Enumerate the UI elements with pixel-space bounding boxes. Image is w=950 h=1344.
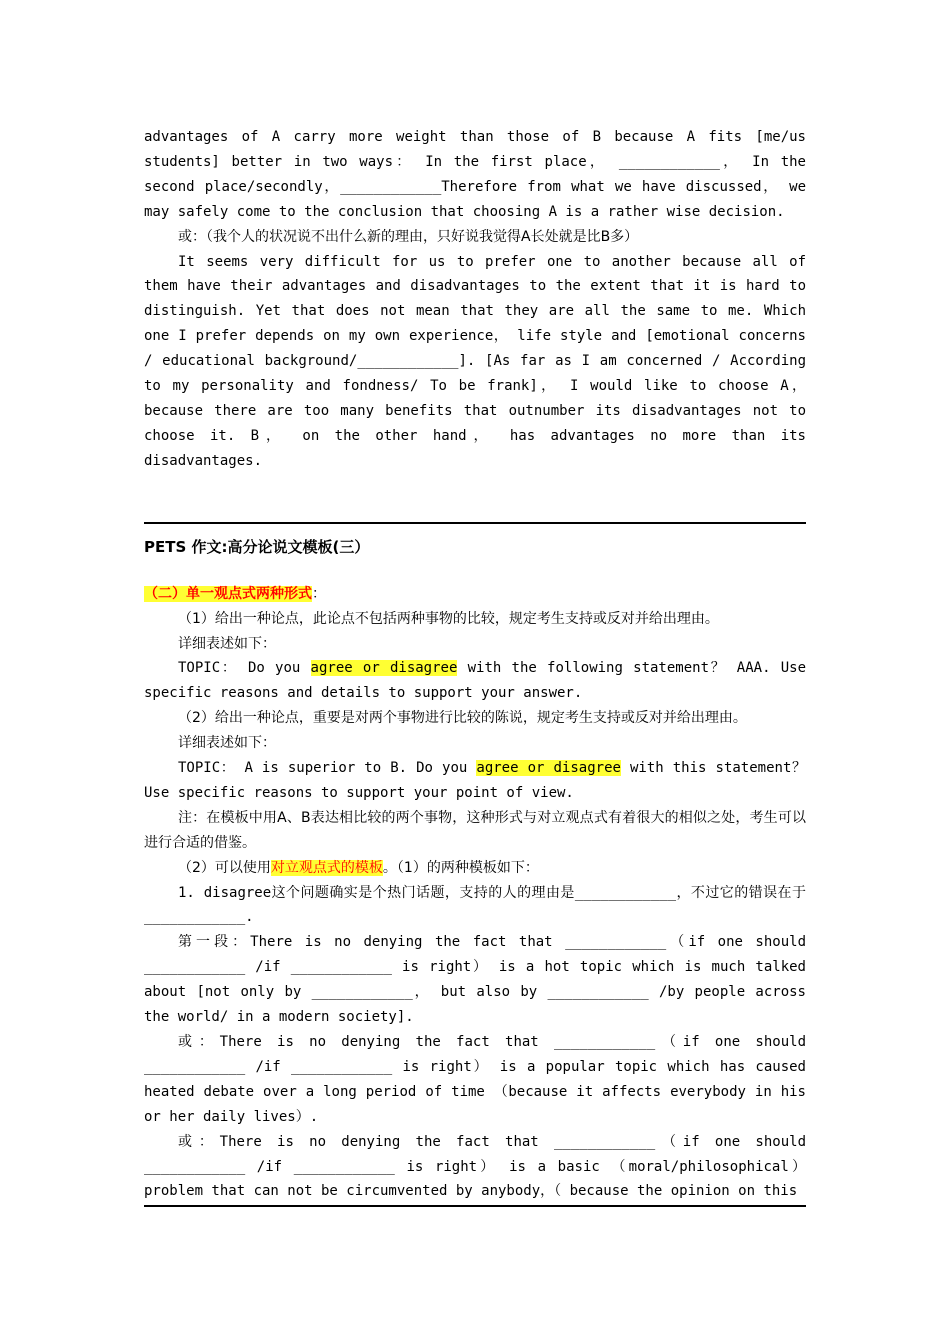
paragraph-alt-note: 或：（我个人的状况说不出什么新的理由，只好说我觉得A长处就是比B多） <box>178 228 639 245</box>
paragraph-or-1: 或：There is no denying the fact that ____________（if one should ____________ /if ____________ is right） is a popular topic which has caused heated debate over a long period of time （because it affects everybody in his or her daily lives）. <box>144 1034 806 1125</box>
bottom-divider <box>144 1205 806 1207</box>
paragraph: It seems very difficult for us to prefer one to another because all of them have their advantages and disadvantages to the extent that it is hard to distinguish. Yet that does not mean that they are all the same to me. Which one I prefer depends on my own experience， life style and [emotional concerns / educational background/____________]. [As far as I am concerned / According to my personality and fondness/ To be frank]， I would like to choose A， because there are too many benefits that outnumber its disadvantages not to choose it. B， on the other hand， has advantages no more than its disadvantages. <box>144 253 806 469</box>
highlight-agree-or-disagree: agree or disagree <box>310 660 458 677</box>
paragraph-first: 第一段：There is no denying the fact that ____________（if one should ____________ /if ____________ is right） is a hot topic which is much talked about [not only by ____________， but also by ____________ /by people across the world/ in a modern society]. <box>144 934 806 1026</box>
detail-label: 详细表述如下： <box>178 735 276 752</box>
topic-1: TOPIC： Do you agree or disagree with the following statement？ AAA. Use specific reasons and details to support your answer. <box>144 660 807 702</box>
top-section <box>144 125 806 474</box>
detail-label: 详细表述如下： <box>178 635 276 652</box>
highlight-opposing-template: 对立观点式的模板 <box>270 859 383 876</box>
paragraph-or-2: 或：There is no denying the fact that ____________（if one should ____________ /if ____________ is right） is a basic （moral/philosophical） problem that can not be circumvented by anybody，（ because the opinion on this <box>144 1133 806 1200</box>
form-1-description: （1）给出一种论点，此论点不包括两种事物的比较，规定考生支持或反对并给出理由。 <box>178 610 719 627</box>
topic-2: TOPIC： A is superior to B. Do you agree or disagree with this statement？ Use specific reasons to support your point of view. <box>144 760 807 801</box>
section-divider <box>144 522 806 524</box>
main-section <box>144 582 806 1205</box>
template-line: （2）可以使用对立观点式的模板。（1）的两种模板如下： <box>178 859 539 876</box>
document-page <box>144 125 806 1207</box>
section-title: PETS 作文:高分论说文模板(三） <box>144 537 370 556</box>
note-paragraph: 注：在模板中用A、B表达相比较的两个事物，这种形式与对立观点式有着很大的相似之处，考生可以进行合适的借鉴。 <box>144 809 806 851</box>
form-2-description: （2）给出一种论点，重要是对两个事物进行比较的陈说，规定考生支持或反对并给出理由。 <box>178 710 747 727</box>
subheading: （二）单一观点式两种形式 <box>144 585 312 602</box>
highlight-agree-or-disagree: agree or disagree <box>476 760 621 777</box>
paragraph: advantages of A carry more weight than those of B because A fits [me/us students] better in two ways： In the first place， ____________， In the second place/secondly，____________Therefore from what we have discussed， we may safely come to the conclusion that choosing A is a rather wise decision. <box>144 129 806 220</box>
disagree-line: 1. disagree这个问题确实是个热门话题，支持的人的理由是____________，不过它的错误在于____________. <box>144 884 806 926</box>
subheading-colon: ： <box>312 585 326 602</box>
